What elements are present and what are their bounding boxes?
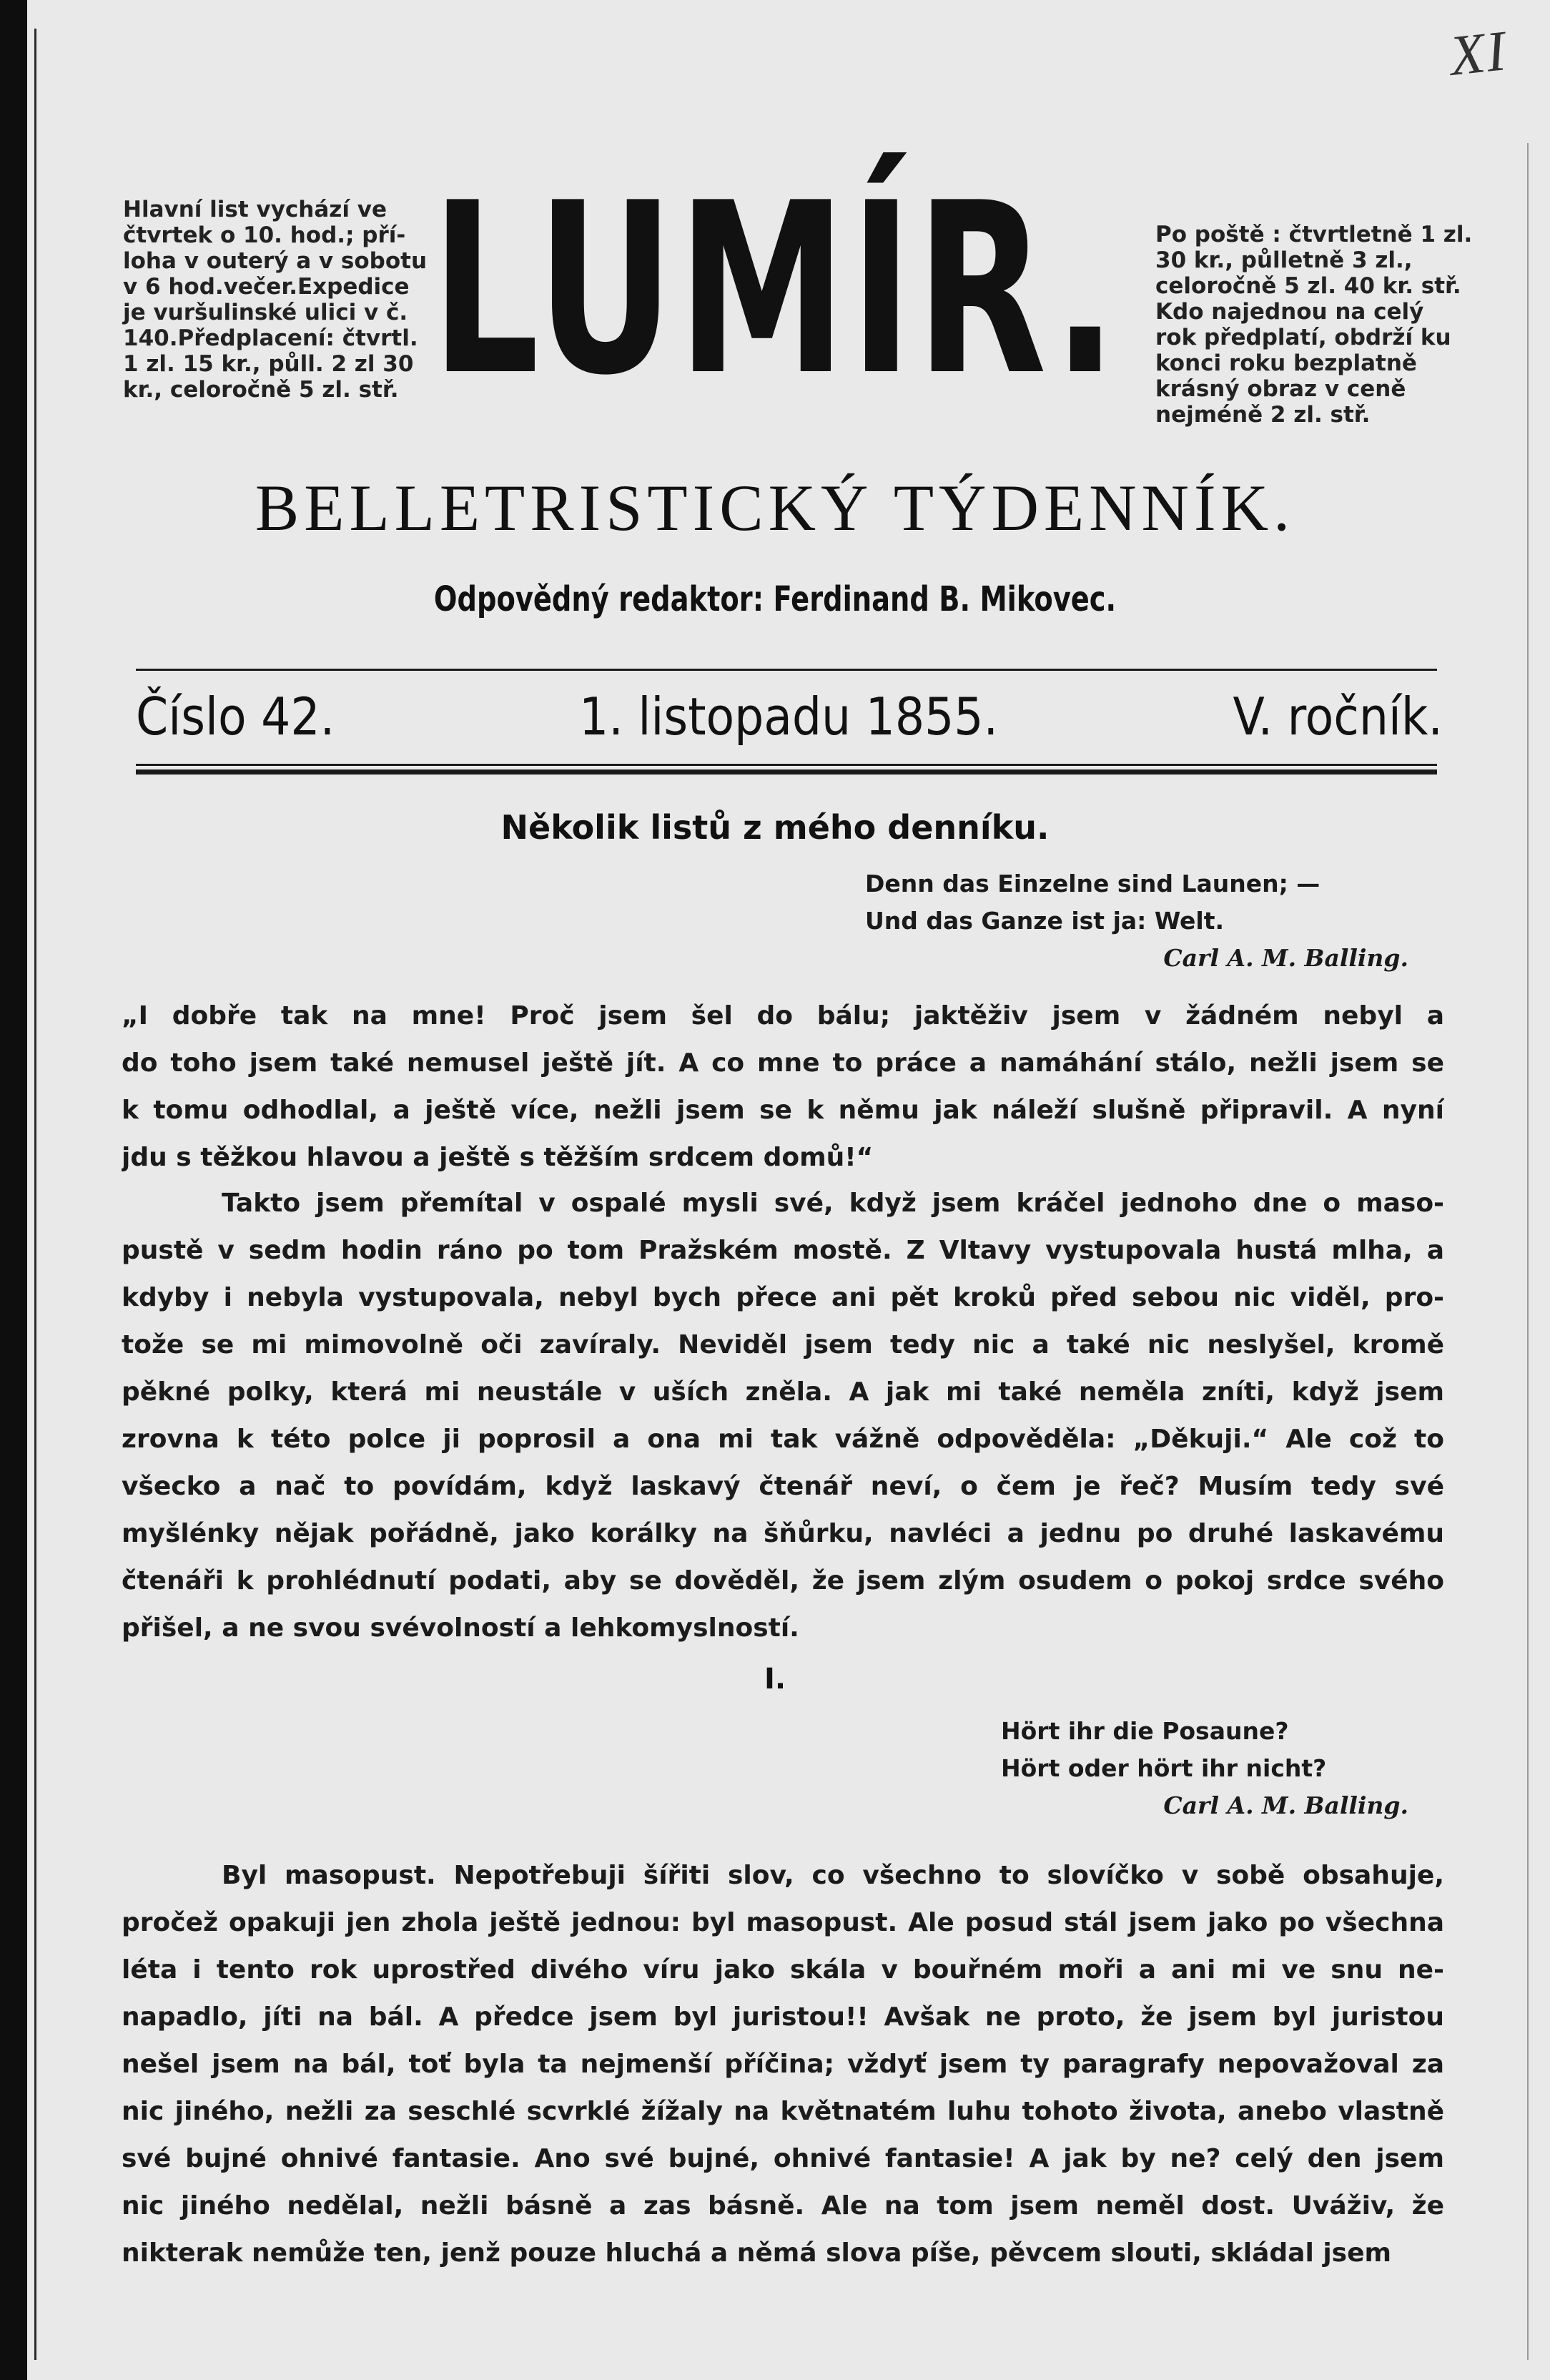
text-line: „I dobře tak na mne! Proč jsem šel do bálu; jaktěživ jsem v žádném nebyl a <box>122 1001 1444 1031</box>
archive-mark: XI <box>1447 19 1511 88</box>
text-line: své bujné ohnivé fantasie. Ano své bujné, ohnivé fantasie! A jak by ne? celý den jsem <box>122 2144 1444 2173</box>
text-line: je vuršulinské ulici v č. <box>123 300 408 325</box>
text-line: kr., celoročně 5 zl. stř. <box>123 377 399 403</box>
text-line: pročež opakuji jen zhola ještě jednou: byl masopust. Ale posud stál jsem jako po všechna <box>122 1908 1444 1937</box>
text-line: pěkné polky, která mi neustále v uších zněla. A jak mi také neměla zníti, když jsem <box>122 1377 1444 1407</box>
text-line: nic jiného nedělal, nežli básně a zas básně. Ale na tom jsem neměl dost. Uváživ, že <box>122 2191 1444 2221</box>
epigraph-line: Hört ihr die Posaune? <box>1001 1717 1289 1745</box>
text-line: Kdo najednou na celý <box>1155 299 1424 325</box>
text-line: do toho jsem také nemusel ještě jít. A co mne to práce a namáhání stálo, nežli jsem se <box>122 1048 1444 1078</box>
intro-paragraph-1 <box>122 993 1444 1181</box>
text-line: přišel, a ne svou svévolností a lehkomyslností. <box>122 1613 799 1643</box>
text-line: Hlavní list vychází ve <box>123 197 387 222</box>
issue-volume: V. ročník. <box>1233 687 1443 747</box>
text-line: napadlo, jíti na bál. A předce jsem byl juristou!! Avšak ne proto, že jsem byl juristou <box>122 2002 1444 2032</box>
text-line: Byl masopust. Nepotřebuji šířiti slov, co všechno to slovíčko v sobě obsahuje, <box>222 1861 1444 1890</box>
text-line: celoročně 5 zl. 40 kr. stř. <box>1155 273 1461 299</box>
text-line: nic jiného, nežli za seschlé scvrklé žížaly na květnatém luhu tohoto života, anebo vlastně <box>122 2097 1444 2126</box>
text-line: loha v outerý a v sobotu <box>123 248 428 274</box>
text-line: Takto jsem přemítal v ospalé mysli své, když jsem kráčel jednoho dne o maso- <box>222 1189 1444 1218</box>
text-line: v 6 hod.večer.Expedice <box>123 274 410 300</box>
text-line: zrovna k této polce ji poprosil a ona mi tak vážně odpověděla: „Děkuji.“ Ale což to <box>122 1425 1444 1454</box>
header-rule-bottom-thin <box>136 764 1437 766</box>
text-line: všecko a nač to povídám, když laskavý čtenář neví, o čem je řeč? Musím tedy své <box>122 1472 1444 1501</box>
text-line: myšlénky nějak pořádně, jako korálky na šňůrku, navléci a jednu po druhé laskavému <box>122 1519 1444 1548</box>
text-line: 1 zl. 15 kr., půll. 2 zl 30 <box>123 351 414 377</box>
text-line: jdu s těžkou hlavou a ještě s těžším srdcem domů!“ <box>122 1143 874 1172</box>
epigraph-line: Denn das Einzelne sind Launen; — <box>865 870 1321 898</box>
issue-info-row <box>136 687 1443 758</box>
text-line: kdyby i nebyla vystupovala, nebyl bych přece ani pět kroků před sebou nic viděl, pro- <box>122 1283 1444 1312</box>
epigraph-second <box>1001 1713 1408 1824</box>
header-rule-top <box>136 669 1437 671</box>
masthead-title: LUMÍR. <box>430 152 1121 427</box>
text-line: nešel jsem na bál, toť byla ta nejmenší příčina; vždyť jsem ty paragrafy nepovažoval za <box>122 2050 1444 2079</box>
text-line: krásný obraz v ceně <box>1155 376 1406 402</box>
text-line: léta i tento rok uprostřed divého víru jako skála v bouřném moři a ani mi ve snu ne- <box>122 1955 1444 1985</box>
masthead-subtitle: BELLETRISTICKÝ TÝDENNÍK. <box>255 471 1295 544</box>
text-line: 140.Předplacení: čtvrtl. <box>123 325 418 351</box>
epigraph-author: Carl A. M. Balling. <box>1163 944 1408 972</box>
scan-left-edge <box>0 0 27 2380</box>
section-paragraph <box>122 1852 1444 2277</box>
text-line: rok předplatí, obdrží ku <box>1155 325 1451 350</box>
epigraph-first <box>865 865 1408 977</box>
editor-line: Odpovědný redaktor: Ferdinand B. Mikovec. <box>433 579 1117 619</box>
text-line: tože se mi mimovolně oči zavíraly. Neviděl jsem tedy nic a také nic neslyšel, kromě <box>122 1330 1444 1359</box>
issue-date: 1. listopadu 1855. <box>579 687 999 747</box>
text-line: nejméně 2 zl. stř. <box>1155 402 1371 428</box>
text-line: konci roku bezplatně <box>1155 350 1417 376</box>
text-line: 30 kr., půlletně 3 zl., <box>1155 247 1413 273</box>
epigraph-line: Und das Ganze ist ja: Welt. <box>865 907 1225 935</box>
epigraph-line: Hört oder hört ihr nicht? <box>1001 1754 1327 1782</box>
section-number: I. <box>764 1663 786 1696</box>
text-line: čtvrtek o 10. hod.; pří- <box>123 222 406 248</box>
article-title: Několik listů z mého denníku. <box>500 808 1050 847</box>
text-line: k tomu odhodlal, a ještě více, nežli jsem se k němu jak náleží slušně připravil. A nyní <box>122 1096 1444 1125</box>
text-line: pustě v sedm hodin ráno po tom Pražském mostě. Z Vltavy vystupovala hustá mlha, a <box>122 1236 1444 1265</box>
text-line: Po poště : čtvrtletně 1 zl. <box>1155 222 1473 247</box>
issue-number: Číslo 42. <box>136 687 335 747</box>
header-rule-bottom-thick <box>136 769 1437 775</box>
text-line: nikterak nemůže ten, jenž pouze hluchá a němá slova píše, pěvcem slouti, skládal jsem <box>122 2238 1392 2268</box>
scan-border-line <box>34 29 36 2360</box>
epigraph-author: Carl A. M. Balling. <box>1163 1791 1408 1819</box>
text-line: čtenáři k prohlédnutí podati, aby se dověděl, že jsem zlým osudem o pokoj srdce svého <box>122 1566 1444 1595</box>
intro-paragraph-2 <box>122 1180 1444 1652</box>
